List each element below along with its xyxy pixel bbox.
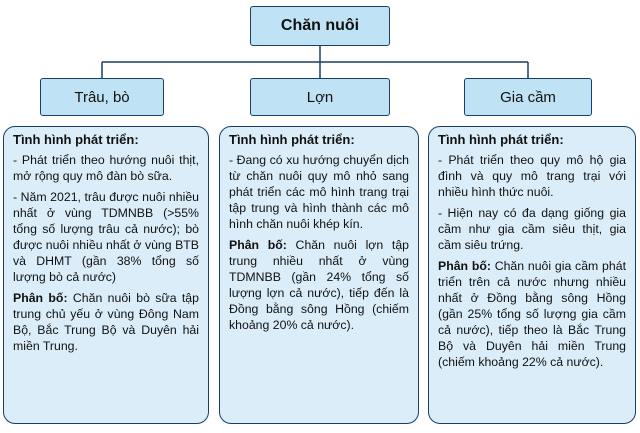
panel-point: - Phát triển theo quy mô hộ gia đình và quy mô trang trại với nhiều hình thức nuôi. <box>438 153 626 199</box>
panel-heading: Tình hình phát triển: <box>13 132 139 147</box>
node-gia-cam <box>464 78 592 116</box>
distribution-text: Chăn nuôi lợn tập trung nhiều nhất ở vùng TDMNBB (gần 24% tổng số lượng lợn cả nước), tiếp đến là Đồng bằng sông Hồng (chiếm khoảng 20% cả nước). <box>229 238 409 332</box>
panel-gia-cam <box>428 126 636 424</box>
panel-point: - Hiện nay có đa dạng giống gia cầm như gia cầm siêu thịt, gia cầm siêu trứng. <box>438 206 626 252</box>
panel-distribution <box>13 290 199 354</box>
panel-heading: Tình hình phát triển: <box>229 132 355 147</box>
root-label: Chăn nuôi <box>280 17 360 34</box>
distribution-text: Chăn nuôi bò sữa tập trung chủ yếu ở vùng Đông Nam Bộ, Bắc Trung Bộ và Duyên hải miền Trung. <box>13 291 199 353</box>
panel-distribution <box>438 258 626 370</box>
panel-point: - Phát triển theo hướng nuôi thịt, mở rộng quy mô đàn bò sữa. <box>13 153 199 183</box>
node-gia-cam-label: Gia cầm <box>500 88 556 106</box>
node-trau-bo <box>40 78 164 116</box>
node-lon-label: Lợn <box>306 88 334 106</box>
distribution-label: Phân bố: <box>438 259 491 273</box>
distribution-label: Phân bố: <box>229 238 287 252</box>
node-lon <box>250 78 390 116</box>
panel-point: - Năm 2021, trâu được nuôi nhiều nhất ở vùng TDMNBB (>55% tổng số lượng trâu cả nước); bò được nuôi nhiều nhất ở vùng BTB và DHMT (gần 38% tổng số lượng bò cả nước) <box>13 190 199 284</box>
node-trau-bo-label: Trâu, bò <box>74 88 130 106</box>
panel-distribution <box>229 237 409 333</box>
root-node-chan-nuoi <box>250 6 390 46</box>
distribution-label: Phân bố: <box>13 291 68 305</box>
panel-lon <box>219 126 419 424</box>
panel-point: - Đang có xu hướng chuyển dịch từ chăn nuôi quy mô nhỏ sang phát triển các mô hình trang trại tập trung và hình thành các mô hình chăn nuôi khép kín. <box>229 153 409 231</box>
distribution-text: Chăn nuôi gia cầm phát triển trên cả nước nhưng nhiều nhất ở Đồng bằng sông Hồng (gần 25% tổng số lượng gia cầm cả nước), tiếp theo là Bắc Trung Bộ và Duyên hải miền Trung (chiếm khoảng 22% cả nước). <box>438 259 626 369</box>
panel-trau-bo <box>3 126 209 424</box>
panel-heading: Tình hình phát triển: <box>438 132 564 147</box>
